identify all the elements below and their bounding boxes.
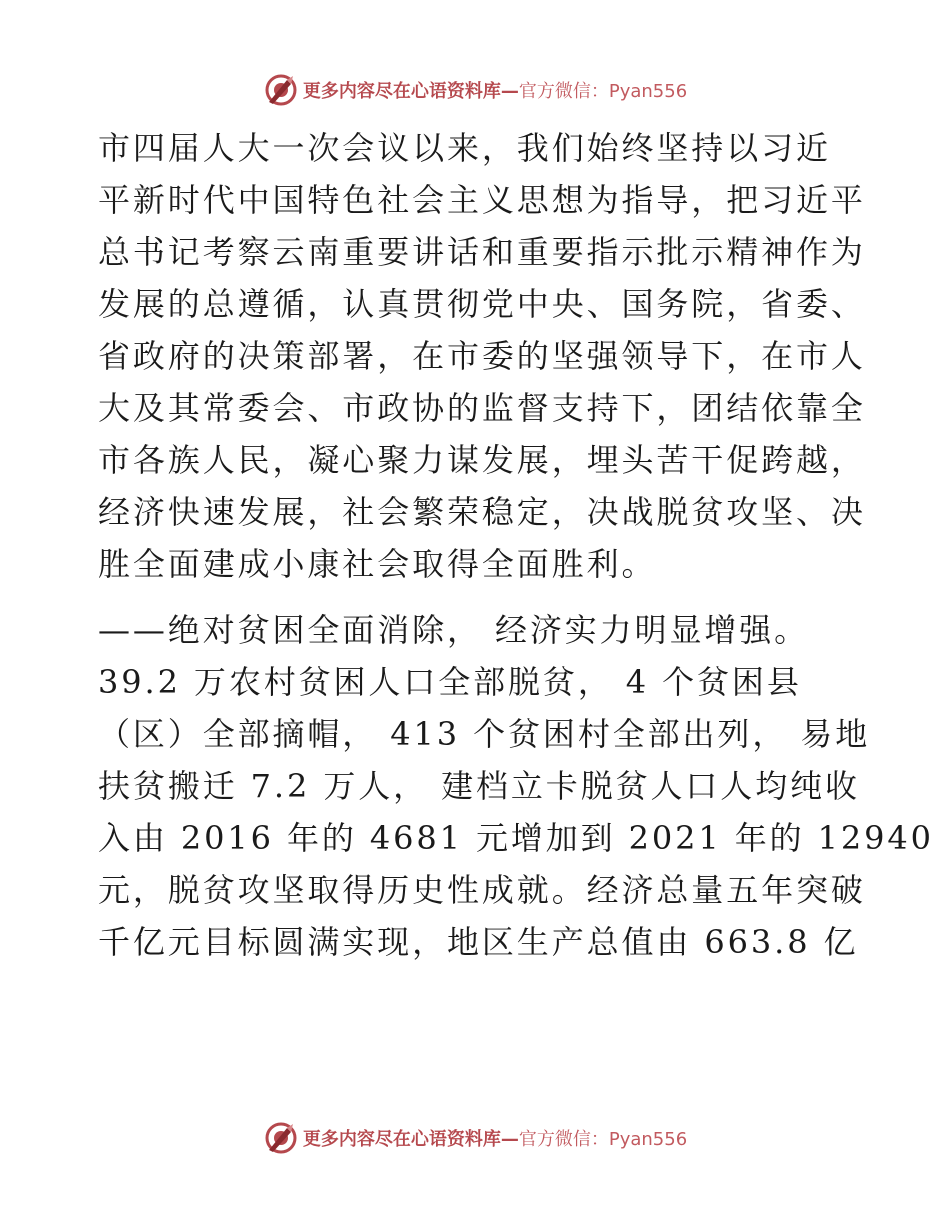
text-line: 大及其常委会、市政协的监督支持下，团结依靠全 <box>98 389 866 427</box>
watermark-brand: 更多内容尽在心语资料库 <box>302 81 501 102</box>
text-line: 总书记考察云南重要讲话和重要指示批示精神作为 <box>98 233 866 271</box>
document-body <box>98 122 934 968</box>
watermark-wechat: 官方微信：Pyan556 <box>518 81 688 102</box>
text-line: （区）全部摘帽， 413 个贫困村全部出列， 易地 <box>98 715 871 753</box>
watermark-text <box>303 1125 687 1151</box>
watermark-text <box>303 77 687 103</box>
paragraph-summary <box>98 122 866 590</box>
text-line: 平新时代中国特色社会主义思想为指导，把习近平 <box>98 181 866 219</box>
text-line: 胜全面建成小康社会取得全面胜利。 <box>98 545 657 583</box>
text-line: 省政府的决策部署，在市委的坚强领导下，在市人 <box>98 337 866 375</box>
footer-watermark-banner <box>0 1118 950 1158</box>
text-line: 经济快速发展，社会繁荣稳定，决战脱贫攻坚、决 <box>98 493 866 531</box>
watermark-dash: — <box>500 1129 519 1150</box>
watermark-wechat: 官方微信：Pyan556 <box>518 1129 688 1150</box>
watermark-dash: — <box>500 81 519 102</box>
text-line: 入由 2016 年的 4681 元增加到 2021 年的 12940 <box>98 819 934 857</box>
pen-circle-logo-icon <box>263 1120 299 1156</box>
watermark-brand: 更多内容尽在心语资料库 <box>302 1129 501 1150</box>
text-line: 千亿元目标圆满实现，地区生产总值由 663.8 亿 <box>98 923 859 961</box>
text-line: ——绝对贫困全面消除， 经济实力明显增强。 <box>98 611 810 649</box>
pen-circle-logo-icon <box>263 72 299 108</box>
text-line: 市四届人大一次会议以来，我们始终坚持以习近 <box>98 129 831 167</box>
text-line: 元，脱贫攻坚取得历史性成就。经济总量五年突破 <box>98 871 866 909</box>
text-line: 39.2 万农村贫困人口全部脱贫， 4 个贫困县 <box>98 663 802 701</box>
text-line: 扶贫搬迁 7.2 万人， 建档立卡脱贫人口人均纯收 <box>98 767 860 805</box>
paragraph-poverty-economy <box>98 604 934 968</box>
text-line: 市各族人民，凝心聚力谋发展，埋头苦干促跨越， <box>98 441 866 479</box>
text-line: 发展的总遵循，认真贯彻党中央、国务院，省委、 <box>98 285 866 323</box>
header-watermark-banner <box>0 70 950 110</box>
